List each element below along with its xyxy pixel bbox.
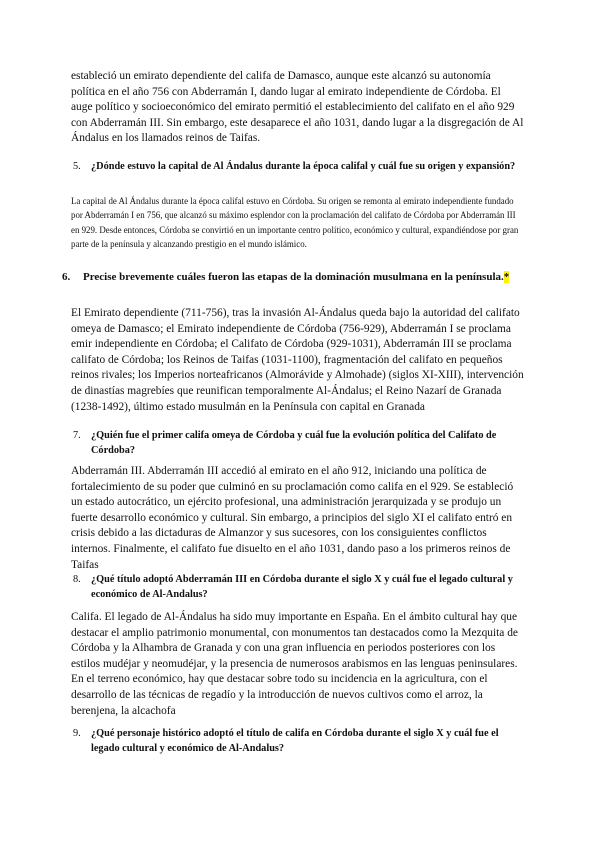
question-number: 8.	[73, 574, 81, 585]
paragraph-text: La capital de Al Ándalus durante la época califal estuvo en Córdoba. Su origen se remonta al emirato independiente fundado por Abderramán I en 756, que alcanzó su máximo esplendor con la proclamación del califato de Córdoba por Abderramán III en 929. Desde entonces, Córdoba se convirtió en un importante centro político, económico y cultural, expandiéndose por gran parte de la península y alcanzando prestigio en el mundo islámico.	[71, 196, 519, 249]
paragraph-text: estableció un emirato dependiente del califa de Damasco, aunque este alcanzó su autonomía política en el año 756 con Abderramán I, dando lugar al emirato independiente de Córdoba. El auge político y socioeconómico del emirato permitió el establecimiento del califato en el año 929 con Abderramán III. Sin embargo, este desaparece el año 1031, dando lugar a la disgregación de Al Ándalus en los llamados reinos de Taifas.	[71, 70, 524, 145]
question-text: ¿Dónde estuvo la capital de Al Ándalus durante la época califal y cuál fue su origen y expansión?	[91, 161, 516, 172]
question-number: 9.	[73, 728, 81, 739]
paragraph-text: Califa. El legado de Al-Ándalus ha sido muy importante en España. En el ámbito cultural hay que destacar el amplio patrimonio monumental, con monumentos tan destacados como la Mezquita de Córdoba y la Alhambra de Granada y con una gran influencia en periodos posteriores con los estilos mudéjar y neomudéjar, y la presencia de numerosos arabismos en las lenguas peninsulares. En el terreno económico, hay que destacar sobre todo su incidencia en la agricultura, con el desarrollo de las técnicas de regadío y la introducción de nuevos cultivos como el arroz, la berenjena, la alcachofa	[71, 611, 518, 717]
question-text: Precise brevemente cuáles fueron las etapas de la dominación musulmana en la península.	[83, 271, 504, 283]
question-7	[73, 428, 526, 459]
paragraph-text: El Emirato dependiente (711-756), tras la invasión Al-Ándalus queda bajo la autoridad del califato omeya de Damasco; el Emirato independiente de Córdoba (756-929), Abderramán I se proclama emir independiente en Córdoba; el Califato de Córdoba (929-1031), Abderramán III se proclama califato de Córdoba; los Reinos de Taifas (1031-1100), fragmentación del califato en pequeños reinos rivales; los Imperios norteafricanos (Almorávide y Almohade) (siglos XI-XIII), intervención de dinastías magrebíes que reunifican temporalmente Al-Ándalus; el Reino Nazarí de Granada (1238-1492), último estado musulmán en la Península con capital en Granada	[71, 307, 524, 413]
question-text: ¿Qué personaje histórico adoptó el título de califa en Córdoba durante el siglo X y cuál fue el legado cultural y económico de Al-Andalus?	[91, 728, 499, 755]
question-9	[73, 726, 526, 757]
question-text: ¿Quién fue el primer califa omeya de Córdoba y cuál fue la evolución política del Califato de Córdoba?	[91, 430, 497, 457]
answer-7	[71, 464, 525, 573]
answer-5	[71, 194, 525, 251]
answer-8	[71, 610, 525, 719]
answer-6	[71, 306, 525, 415]
question-6	[62, 270, 526, 285]
question-number: 7.	[73, 430, 81, 441]
question-number: 5.	[73, 161, 81, 172]
paragraph-emirato-intro	[71, 69, 525, 147]
highlight-mark: *	[503, 271, 510, 283]
question-number: 6.	[62, 271, 71, 283]
question-text: ¿Qué título adoptó Abderramán III en Córdoba durante el siglo X y cuál fue el legado cultural y económico de Al-Andalus?	[91, 574, 513, 601]
question-5	[73, 159, 526, 174]
paragraph-text: Abderramán III. Abderramán III accedió al emirato en el año 912, iniciando una política de fortalecimiento de su poder que culminó en su proclamación como califa en el 929. Se estableció un estado autocrático, un ejército profesional, una administración jerarquizada y se produjo un fuerte desarrollo económico y cultural. Sin embargo, a principios del siglo XI el califato entró en crisis debido a las dictaduras de Almanzor y sus sucesores, con los consiguientes conflictos internos. Finalmente, el califato fue disuelto en el año 1031, dando paso a los primeros reinos de Taifas	[71, 465, 514, 571]
question-8	[73, 572, 526, 603]
